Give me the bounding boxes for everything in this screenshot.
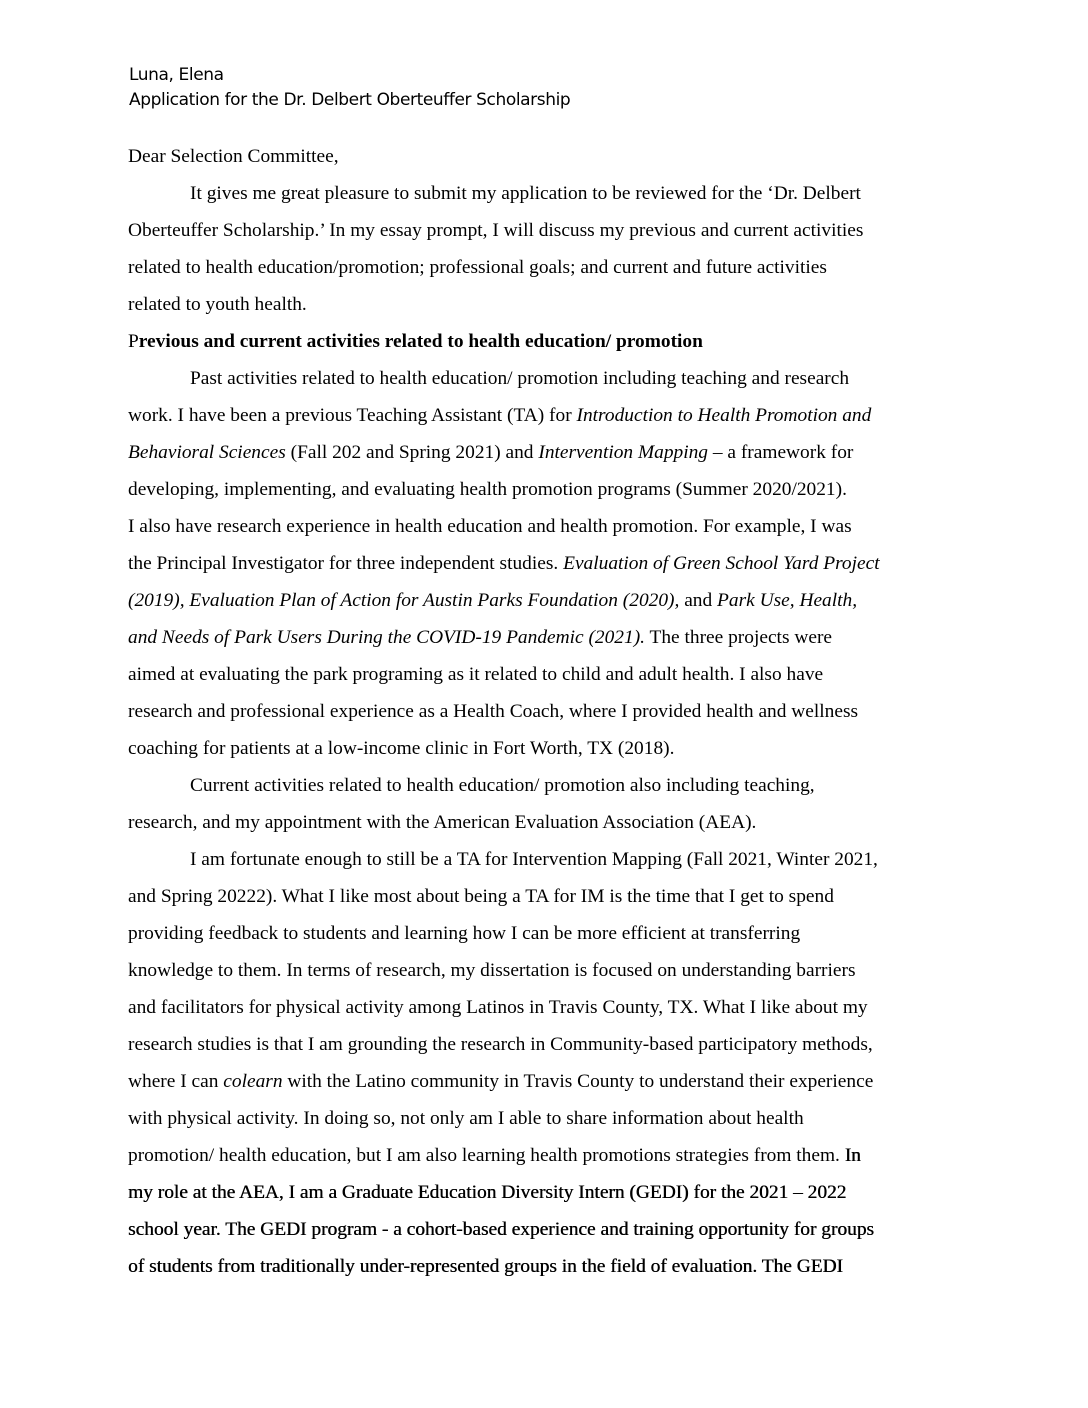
- ta-line-11: school year. The GEDI program - a cohort-based experience and training opportunity for groups: [128, 1219, 874, 1240]
- salutation: Dear Selection Committee,: [128, 146, 339, 167]
- study-title-2: (2019), Evaluation Plan of Action for Austin Parks Foundation (2020),: [128, 590, 680, 611]
- past-line-11: coaching for patients at a low-income clinic in Fort Worth, TX (2018).: [128, 738, 675, 759]
- ta-line-2: and Spring 20222). What I like most about being a TA for IM is the time that I get to spend: [128, 886, 834, 907]
- past-line-8-text: The three projects were: [645, 627, 833, 648]
- ta-line-7-text-b: with the Latino community in Travis County to understand their experience: [282, 1071, 874, 1092]
- ta-line-7-text: where I can: [128, 1071, 224, 1092]
- ta-line-8: with physical activity. In doing so, not only am I able to share information about health: [128, 1108, 804, 1129]
- past-line-8: [128, 619, 968, 656]
- study-title-3-cont: and Needs of Park Users During the COVID-19 Pandemic (2021).: [128, 627, 646, 648]
- past-line-3: [128, 434, 968, 471]
- section-heading-rest: revious and current activities related to health education/ promotion: [138, 331, 703, 352]
- past-line-1: Past activities related to health education/ promotion including teaching and research: [190, 368, 850, 389]
- study-title-3: Park Use, Health,: [717, 590, 858, 611]
- past-line-6-text: the Principal Investigator for three independent studies.: [128, 553, 564, 574]
- applicant-name: Luna, Elena: [129, 65, 224, 85]
- past-line-10: research and professional experience as a Health Coach, where I provided health and wellness: [128, 701, 859, 722]
- ta-line-9: [128, 1137, 968, 1174]
- past-line-7-text: and: [679, 590, 718, 611]
- document-header: [129, 63, 570, 113]
- course-title-1: Introduction to Health Promotion and: [576, 405, 872, 426]
- ta-line-9-bold: In: [844, 1145, 861, 1166]
- ta-line-10: my role at the AEA, I am a Graduate Education Diversity Intern (GEDI) for the 2021 – 2022: [128, 1182, 847, 1203]
- ta-line-7: [128, 1063, 968, 1100]
- past-line-3-text-b: – a framework for: [708, 442, 854, 463]
- section-heading-first-letter: P: [128, 331, 139, 352]
- past-line-6: [128, 545, 968, 582]
- ta-line-4: knowledge to them. In terms of research, my dissertation is focused on understanding barriers: [128, 960, 856, 981]
- past-line-2: [128, 397, 968, 434]
- ta-line-3: providing feedback to students and learning how I can be more efficient at transferring: [128, 923, 801, 944]
- intro-line-2: Oberteuffer Scholarship.’ In my essay prompt, I will discuss my previous and current activities: [128, 220, 864, 241]
- course-title-2: Intervention Mapping: [538, 442, 708, 463]
- ta-line-1: I am fortunate enough to still be a TA for Intervention Mapping (Fall 2021, Winter 2021,: [190, 849, 878, 870]
- past-line-5: I also have research experience in health education and health promotion. For example, I was: [128, 516, 852, 537]
- letter-body: [128, 138, 968, 1285]
- past-line-9: aimed at evaluating the park programing as it related to child and adult health. I also have: [128, 664, 824, 685]
- course-title-1-cont: Behavioral Sciences: [128, 442, 286, 463]
- ta-line-6: research studies is that I am grounding the research in Community-based participatory methods,: [128, 1034, 873, 1055]
- past-line-4: developing, implementing, and evaluating health promotion programs (Summer 2020/2021).: [128, 479, 847, 500]
- current-line-2: research, and my appointment with the American Evaluation Association (AEA).: [128, 812, 757, 833]
- section-heading: [128, 323, 968, 360]
- ta-line-5: and facilitators for physical activity among Latinos in Travis County, TX. What I like about my: [128, 997, 868, 1018]
- past-line-3-text: (Fall 202 and Spring 2021) and: [285, 442, 539, 463]
- colearn-term: colearn: [223, 1071, 283, 1092]
- intro-line-4: related to youth health.: [128, 294, 307, 315]
- current-line-1: Current activities related to health education/ promotion also including teaching,: [190, 775, 815, 796]
- intro-line-3: related to health education/promotion; professional goals; and current and future activities: [128, 257, 827, 278]
- past-line-2-text: work. I have been a previous Teaching Assistant (TA) for: [128, 405, 577, 426]
- ta-line-9-text: promotion/ health education, but I am also learning health promotions strategies from them.: [128, 1145, 845, 1166]
- ta-line-12: of students from traditionally under-represented groups in the field of evaluation. The GEDI: [128, 1256, 843, 1277]
- intro-line-1: It gives me great pleasure to submit my application to be reviewed for the ‘Dr. Delbert: [190, 183, 861, 204]
- study-title-1: Evaluation of Green School Yard Project: [563, 553, 880, 574]
- past-line-7: [128, 582, 968, 619]
- application-title: Application for the Dr. Delbert Oberteuffer Scholarship: [129, 90, 571, 110]
